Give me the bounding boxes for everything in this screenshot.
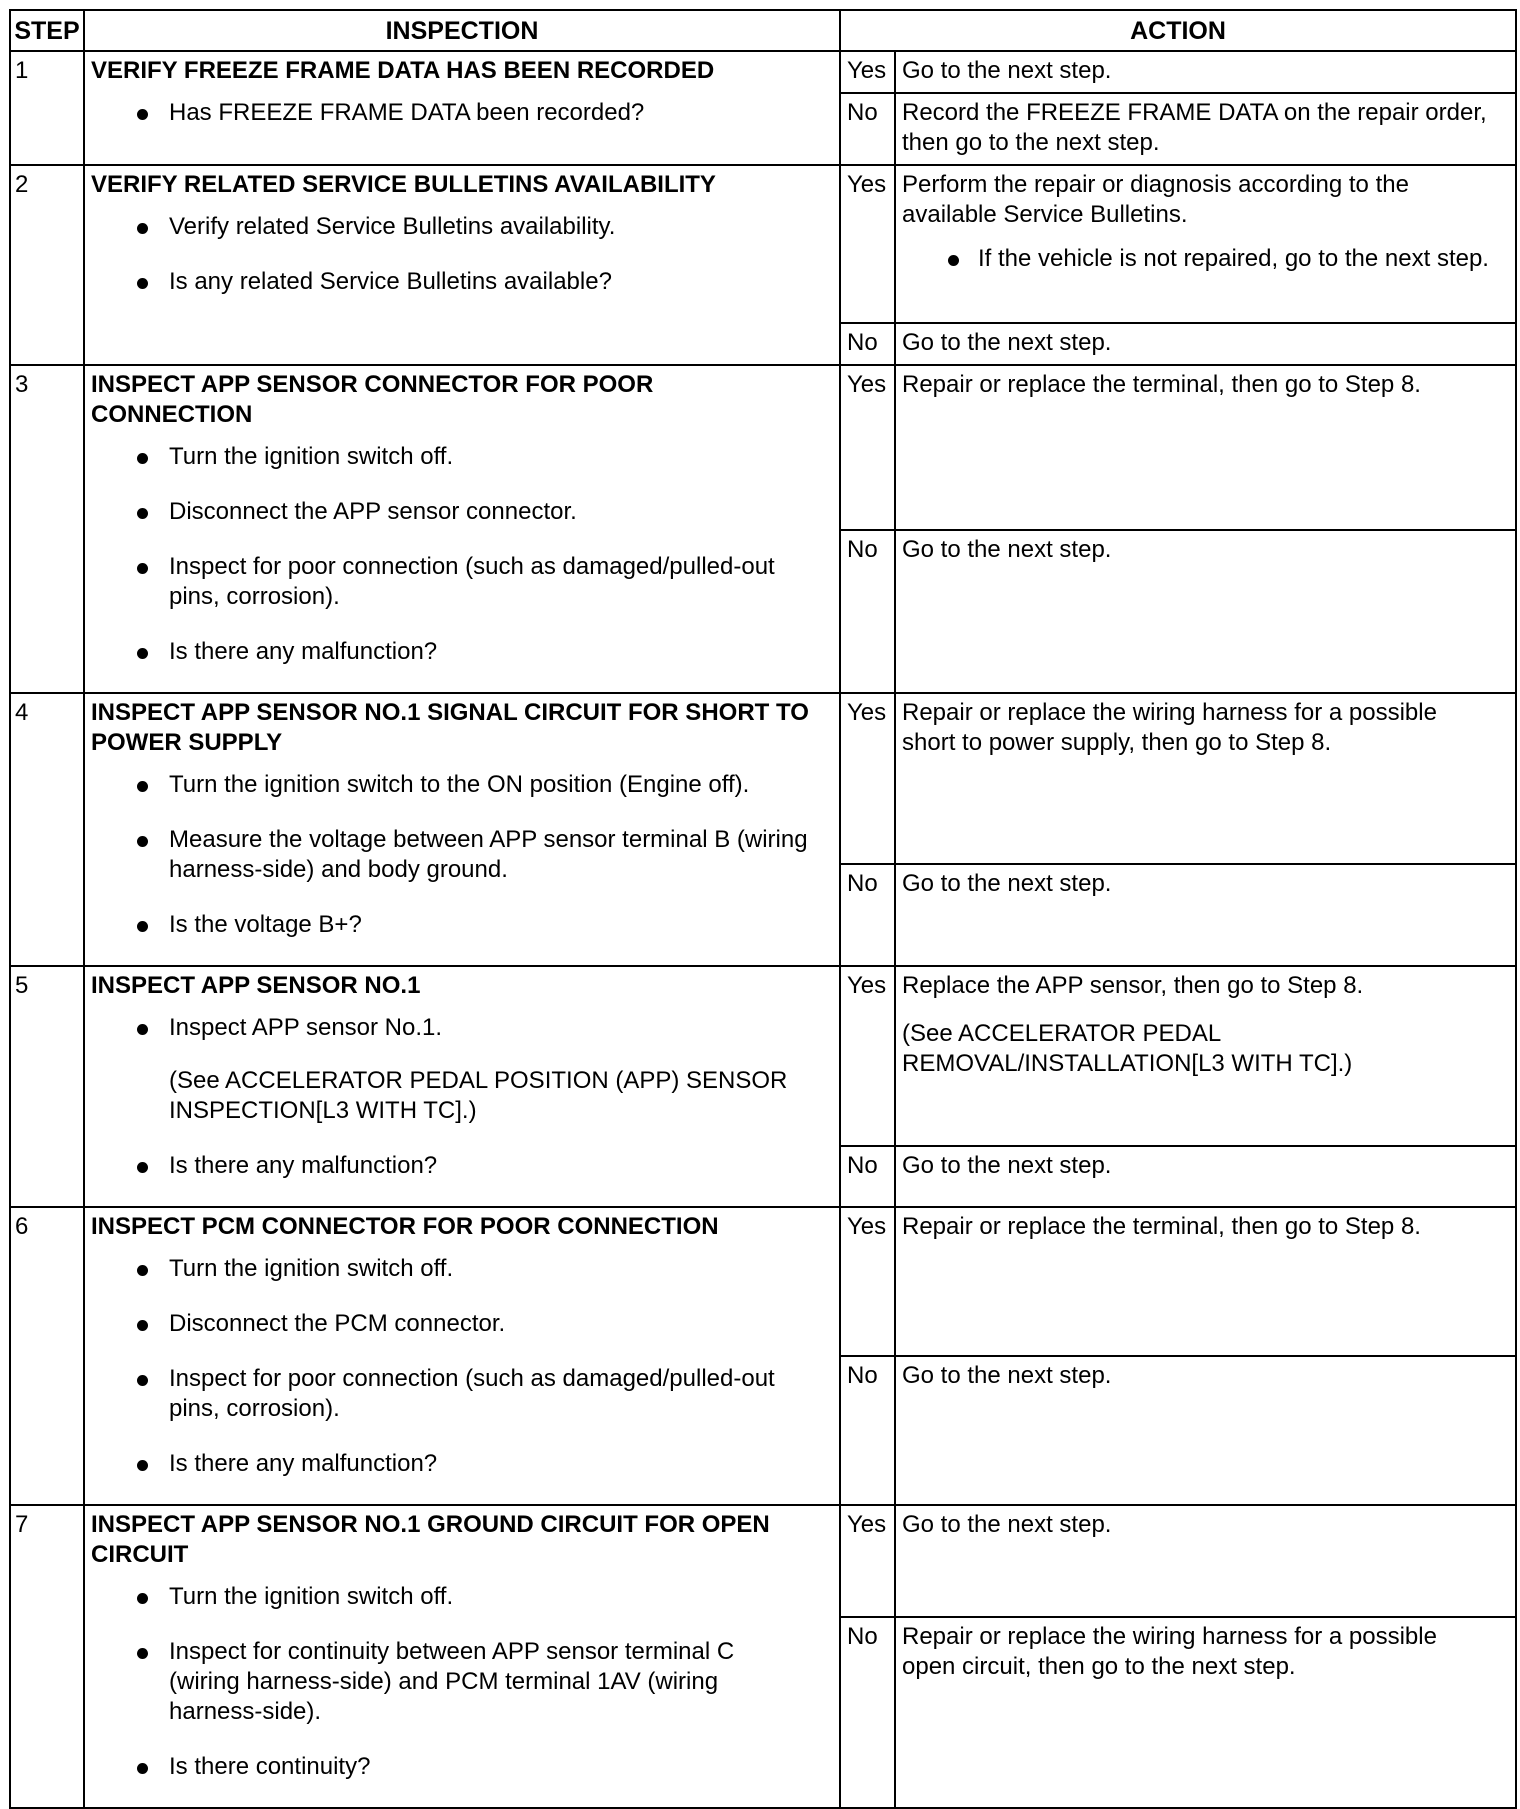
no-action: Record the FREEZE FRAME DATA on the repair order, then go to the next step. (895, 93, 1516, 165)
no-action: Go to the next step. (895, 864, 1516, 966)
step-4-yes-row (10, 693, 1516, 864)
no-label: No (840, 864, 895, 966)
no-label: No (840, 530, 895, 694)
bullet-icon (137, 563, 148, 574)
inspection-cell (84, 1505, 840, 1808)
inspection-bullet: Inspect for poor connection (such as damaged/pulled-out pins, corrosion). (91, 1364, 809, 1424)
step-title: INSPECT APP SENSOR NO.1 SIGNAL CIRCUIT FOR SHORT TO POWER SUPPLY (91, 699, 809, 756)
step-number: 6 (10, 1207, 84, 1505)
inspection-cell (84, 51, 840, 165)
yes-label: Yes (840, 966, 895, 1146)
inspection-bullet: Disconnect the APP sensor connector. (91, 497, 809, 527)
bullet-icon (137, 781, 148, 792)
inspection-bullet: Is any related Service Bulletins available? (91, 267, 809, 297)
inspection-bullet: Turn the ignition switch off. (91, 1254, 809, 1284)
diagnostic-procedure-table (9, 9, 1517, 1809)
inspection-bullet: Turn the ignition switch off. (91, 1582, 809, 1612)
bullet-icon (137, 508, 148, 519)
no-label: No (840, 1146, 895, 1207)
yes-label: Yes (840, 51, 895, 93)
inspection-cell (84, 165, 840, 365)
yes-action: Perform the repair or diagnosis according to the available Service Bulletins. If the vehicle is not repaired, go to the next step. (895, 165, 1516, 323)
inspection-bullet: Has FREEZE FRAME DATA been recorded? (91, 98, 809, 128)
step-title: INSPECT APP SENSOR NO.1 (91, 972, 421, 999)
inspection-bullet: Turn the ignition switch to the ON position (Engine off). (91, 770, 809, 800)
inspection-cell (84, 966, 840, 1207)
step-number: 2 (10, 165, 84, 365)
step-5-yes-row (10, 966, 1516, 1146)
bullet-icon (137, 1375, 148, 1386)
yes-label: Yes (840, 1207, 895, 1356)
bullet-icon (948, 255, 959, 266)
inspection-bullet: Inspect for poor connection (such as damaged/pulled-out pins, corrosion). (91, 552, 809, 612)
no-action: Go to the next step. (895, 323, 1516, 365)
no-label: No (840, 93, 895, 165)
bullet-icon (137, 1460, 148, 1471)
yes-action: Repair or replace the terminal, then go to Step 8. (895, 365, 1516, 530)
step-3-yes-row (10, 365, 1516, 530)
bullet-icon (137, 1648, 148, 1659)
yes-action: Go to the next step. (895, 1505, 1516, 1617)
bullet-icon (137, 223, 148, 234)
yes-label: Yes (840, 165, 895, 323)
step-number: 5 (10, 966, 84, 1207)
action-note: (See ACCELERATOR PEDAL REMOVAL/INSTALLATION[L3 WITH TC].) (902, 1020, 1353, 1077)
bullet-icon (137, 648, 148, 659)
header-action: ACTION (840, 10, 1516, 51)
inspection-bullet: Is there any malfunction? (91, 1151, 809, 1181)
no-action: Go to the next step. (895, 1356, 1516, 1505)
inspection-cell (84, 693, 840, 966)
inspection-bullet: Measure the voltage between APP sensor terminal B (wiring harness-side) and body ground. (91, 825, 809, 885)
step-number: 7 (10, 1505, 84, 1808)
inspection-bullet: Inspect APP sensor No.1. (91, 1013, 809, 1043)
no-action: Repair or replace the wiring harness for a possible open circuit, then go to the next step. (895, 1617, 1516, 1808)
bullet-icon (137, 278, 148, 289)
yes-action: Replace the APP sensor, then go to Step 8. (See ACCELERATOR PEDAL REMOVAL/INSTALLATION[L3 WITH TC].) (895, 966, 1516, 1146)
step-title: INSPECT APP SENSOR CONNECTOR FOR POOR CONNECTION (91, 371, 654, 428)
header-step: STEP (10, 10, 84, 51)
bullet-icon (137, 1763, 148, 1774)
inspection-bullet: Disconnect the PCM connector. (91, 1309, 809, 1339)
bullet-icon (137, 921, 148, 932)
step-2-yes-row (10, 165, 1516, 323)
bullet-icon (137, 1162, 148, 1173)
header-inspection: INSPECTION (84, 10, 840, 51)
inspection-bullet: Is the voltage B+? (91, 910, 809, 940)
step-number: 3 (10, 365, 84, 693)
no-label: No (840, 1356, 895, 1505)
bullet-icon (137, 453, 148, 464)
step-1-yes-row (10, 51, 1516, 93)
bullet-icon (137, 1265, 148, 1276)
step-title: INSPECT APP SENSOR NO.1 GROUND CIRCUIT FOR OPEN CIRCUIT (91, 1511, 770, 1568)
inspection-bullet: Is there any malfunction? (91, 1449, 809, 1479)
step-title: INSPECT PCM CONNECTOR FOR POOR CONNECTION (91, 1213, 719, 1240)
step-7-yes-row (10, 1505, 1516, 1617)
yes-label: Yes (840, 365, 895, 530)
no-action: Go to the next step. (895, 530, 1516, 694)
inspection-note: (See ACCELERATOR PEDAL POSITION (APP) SENSOR INSPECTION[L3 WITH TC].) (169, 1067, 788, 1124)
inspection-cell (84, 365, 840, 693)
yes-action: Go to the next step. (895, 51, 1516, 93)
step-title: VERIFY FREEZE FRAME DATA HAS BEEN RECORDED (91, 57, 715, 84)
bullet-icon (137, 109, 148, 120)
step-title: VERIFY RELATED SERVICE BULLETINS AVAILABILITY (91, 171, 716, 198)
inspection-bullet: Is there any malfunction? (91, 637, 809, 667)
bullet-icon (137, 1593, 148, 1604)
yes-action: Repair or replace the wiring harness for a possible short to power supply, then go to Step 8. (895, 693, 1516, 864)
yes-label: Yes (840, 1505, 895, 1617)
step-number: 4 (10, 693, 84, 966)
yes-action: Repair or replace the terminal, then go to Step 8. (895, 1207, 1516, 1356)
inspection-bullet: Turn the ignition switch off. (91, 442, 809, 472)
yes-label: Yes (840, 693, 895, 864)
header-row (10, 10, 1516, 51)
no-label: No (840, 1617, 895, 1808)
bullet-icon (137, 836, 148, 847)
step-6-yes-row (10, 1207, 1516, 1356)
bullet-icon (137, 1320, 148, 1331)
inspection-bullet: Verify related Service Bulletins availability. (91, 212, 809, 242)
no-label: No (840, 323, 895, 365)
inspection-cell (84, 1207, 840, 1505)
no-action: Go to the next step. (895, 1146, 1516, 1207)
bullet-icon (137, 1024, 148, 1035)
inspection-bullet: Inspect for continuity between APP sensor terminal C (wiring harness-side) and PCM terminal 1AV (wiring harness-side). (91, 1637, 809, 1727)
step-number: 1 (10, 51, 84, 165)
action-bullet: If the vehicle is not repaired, go to the next step. (902, 244, 1491, 274)
inspection-bullet: Is there continuity? (91, 1752, 809, 1782)
